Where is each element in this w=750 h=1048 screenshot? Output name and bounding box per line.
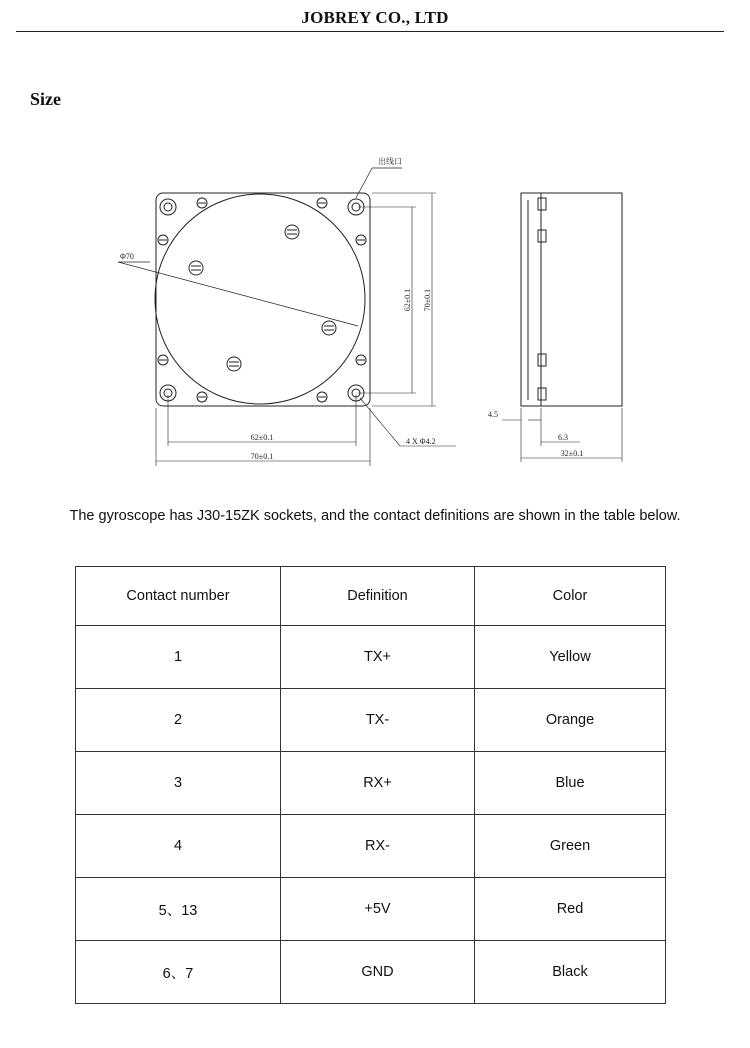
dim-4-5: 4.5	[488, 410, 498, 419]
contact-number-cell: 5、13	[76, 878, 281, 941]
front-view	[118, 168, 456, 466]
table-header-row	[76, 567, 666, 626]
table-row	[76, 941, 666, 1004]
definition-cell: RX-	[281, 815, 475, 878]
mounting-holes	[160, 199, 364, 401]
front-body-outline	[156, 193, 370, 406]
table-row	[76, 752, 666, 815]
dim-62-horizontal: 62±0.1	[250, 433, 274, 442]
definition-cell: TX+	[281, 626, 475, 689]
diameter-label: Φ70	[120, 252, 134, 261]
dim-6-3: 6.3	[558, 433, 568, 442]
definition-cell: +5V	[281, 878, 475, 941]
dim-32: 32±0.1	[560, 449, 584, 458]
table-row	[76, 878, 666, 941]
side-body-outline	[521, 193, 622, 406]
color-cell: Red	[475, 878, 666, 941]
company-name: JOBREY CO., LTD	[301, 8, 449, 27]
side-view	[502, 193, 622, 462]
header-rule	[16, 31, 724, 32]
contact-number-cell: 6、7	[76, 941, 281, 1004]
color-cell: Yellow	[475, 626, 666, 689]
definition-cell: GND	[281, 941, 475, 1004]
table-row	[76, 626, 666, 689]
holes-label: 4 X Φ4.2	[406, 437, 436, 446]
color-cell: Orange	[475, 689, 666, 752]
table-row	[76, 815, 666, 878]
dimension-drawing	[0, 140, 750, 480]
contact-table	[75, 566, 666, 1004]
edge-screws	[158, 198, 366, 402]
table-row	[76, 689, 666, 752]
column-header: Definition	[281, 567, 475, 626]
definition-cell: RX+	[281, 752, 475, 815]
contact-number-cell: 3	[76, 752, 281, 815]
front-disc	[155, 194, 365, 404]
outlet-label: 出线口	[378, 157, 402, 166]
color-cell: Blue	[475, 752, 666, 815]
dim-70-horizontal: 70±0.1	[250, 452, 274, 461]
description-text: The gyroscope has J30-15ZK sockets, and the contact definitions are shown in the table below.	[69, 508, 681, 524]
dim-70-vertical: 70±0.1	[423, 288, 432, 312]
dim-62-vertical: 62±0.1	[403, 288, 412, 312]
disc-screws	[189, 225, 336, 371]
section-title: Size	[30, 89, 61, 109]
color-cell: Black	[475, 941, 666, 1004]
definition-cell: TX-	[281, 689, 475, 752]
contact-number-cell: 4	[76, 815, 281, 878]
column-header: Color	[475, 567, 666, 626]
contact-number-cell: 2	[76, 689, 281, 752]
page-header	[0, 0, 750, 34]
column-header: Contact number	[76, 567, 281, 626]
contact-number-cell: 1	[76, 626, 281, 689]
color-cell: Green	[475, 815, 666, 878]
